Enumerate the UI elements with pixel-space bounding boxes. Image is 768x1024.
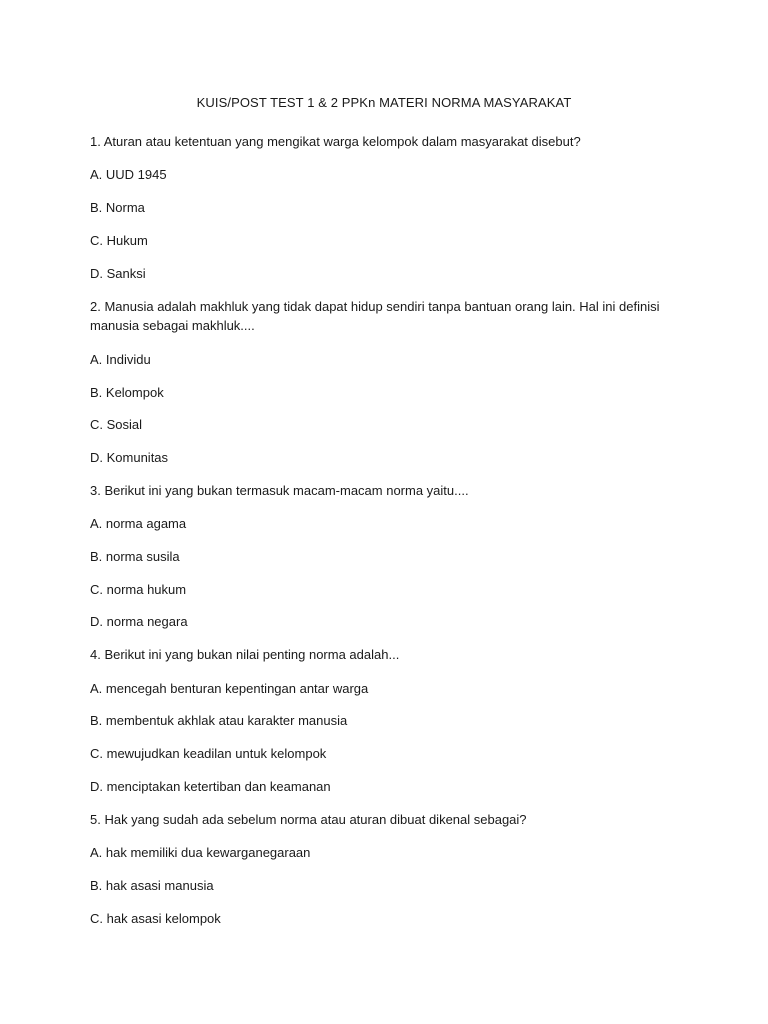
question-1-option-d: D. Sanksi: [90, 266, 146, 281]
question-3-option-c: C. norma hukum: [90, 582, 187, 597]
question-1-option-b: B. Norma: [90, 200, 145, 215]
question-5-option-c: C. hak asasi kelompok: [90, 911, 221, 926]
question-1: 1. Aturan atau ketentuan yang mengikat warga kelompok dalam masyarakat disebut?: [90, 134, 581, 149]
question-2-option-b: B. Kelompok: [90, 385, 164, 400]
question-4: 4. Berikut ini yang bukan nilai penting norma adalah...: [90, 647, 400, 662]
question-3-option-d: D. norma negara: [90, 614, 188, 629]
question-5-option-b: B. hak asasi manusia: [90, 878, 214, 893]
question-4-option-a: A. mencegah benturan kepentingan antar warga: [90, 681, 369, 696]
document-title: KUIS/POST TEST 1 & 2 PPKn MATERI NORMA MASYARAKAT: [196, 95, 572, 110]
question-2: 2. Manusia adalah makhluk yang tidak dapat hidup sendiri tanpa bantuan orang lain. Hal ini definisi manusia sebagai makhluk....: [90, 299, 660, 333]
question-1-option-c: C. Hukum: [90, 233, 148, 248]
question-3-option-a: A. norma agama: [90, 516, 187, 531]
question-3-option-b: B. norma susila: [90, 549, 180, 564]
question-5: 5. Hak yang sudah ada sebelum norma atau aturan dibuat dikenal sebagai?: [90, 812, 527, 827]
question-2-option-a: A. Individu: [90, 352, 151, 367]
question-5-option-a: A. hak memiliki dua kewarganegaraan: [90, 845, 311, 860]
question-1-option-a: A. UUD 1945: [90, 167, 167, 182]
question-2-option-d: D. Komunitas: [90, 450, 169, 465]
question-4-option-d: D. menciptakan ketertiban dan keamanan: [90, 779, 331, 794]
question-2-option-c: C. Sosial: [90, 417, 143, 432]
question-3: 3. Berikut ini yang bukan termasuk macam-macam norma yaitu....: [90, 483, 469, 498]
question-4-option-c: C. mewujudkan keadilan untuk kelompok: [90, 746, 327, 761]
question-4-option-b: B. membentuk akhlak atau karakter manusia: [90, 713, 348, 728]
